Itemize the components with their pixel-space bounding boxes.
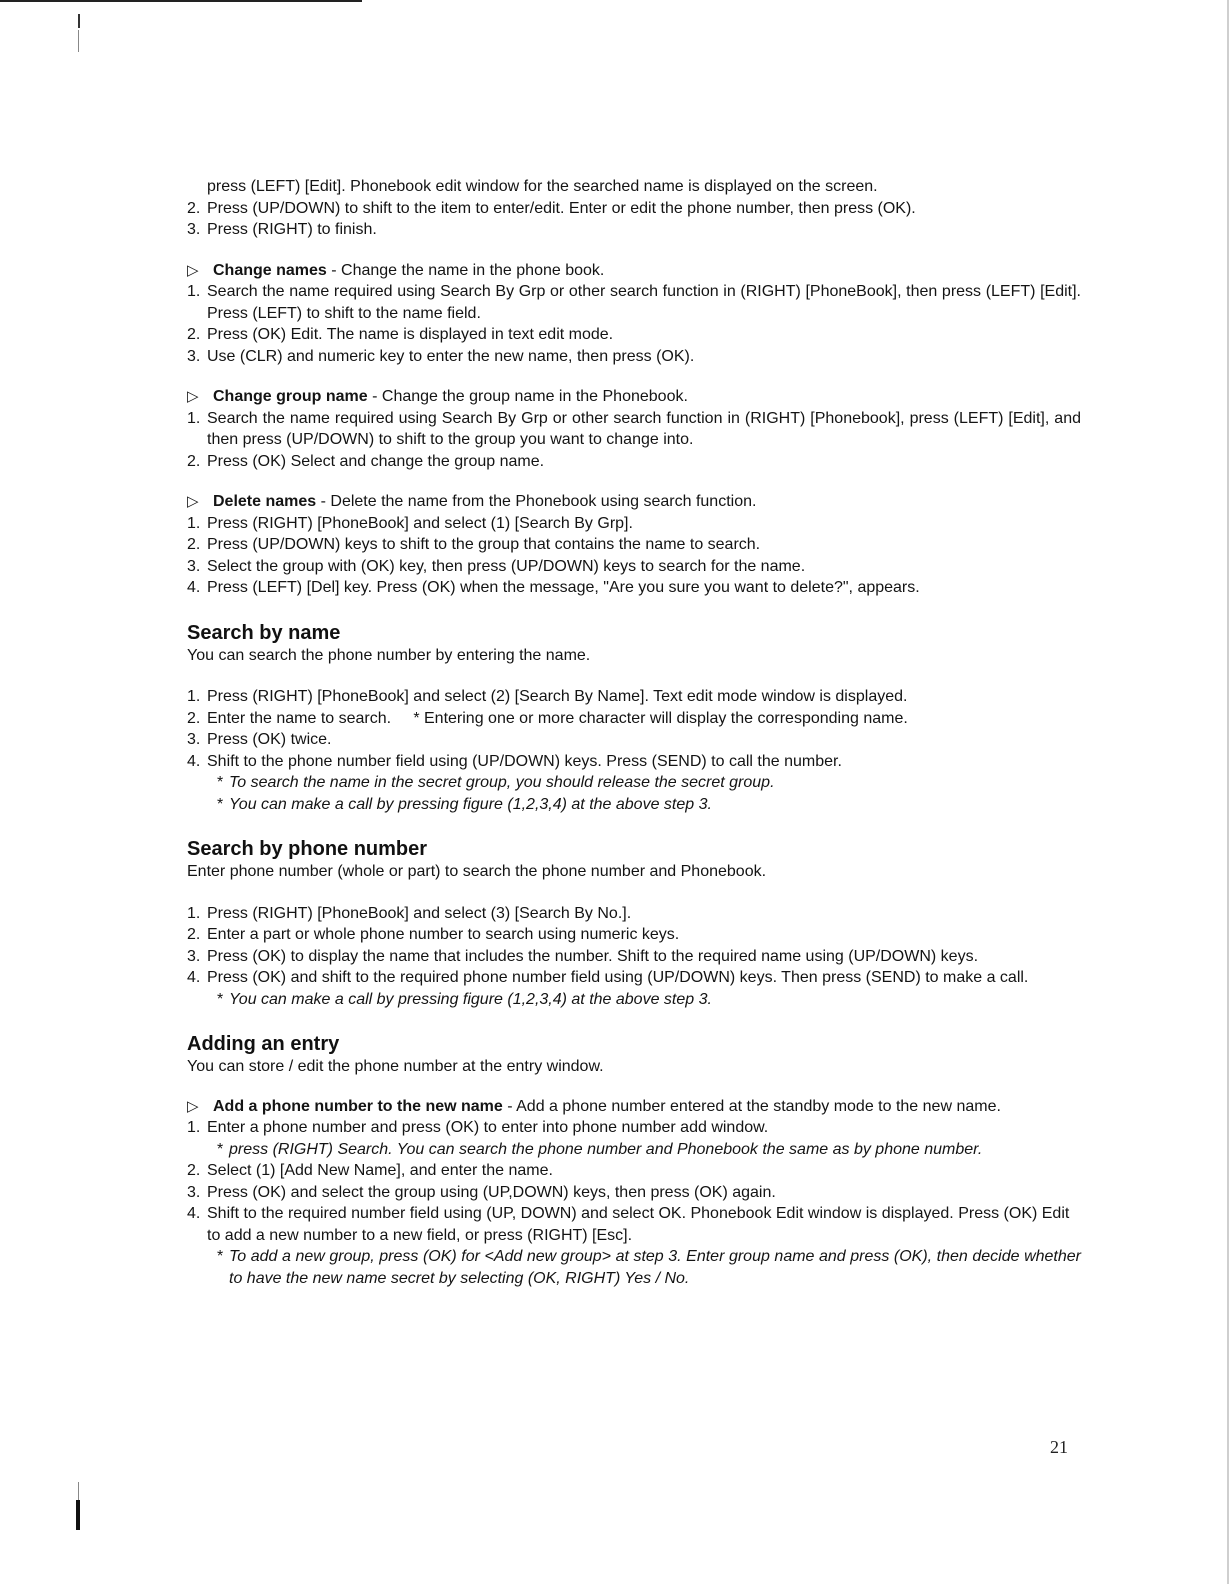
- step-text: Enter the name to search. * Entering one or more character will display the corresponding name.: [207, 709, 908, 727]
- list-item: [187, 1117, 1081, 1160]
- step-number: 3.: [187, 731, 201, 748]
- triangle-bullet-icon: ▷: [187, 1097, 199, 1115]
- step-number: 1.: [187, 1119, 201, 1136]
- list-item: [187, 903, 1081, 925]
- note-text: You can make a call by pressing figure (1,2,3,4) at the above step 3.: [229, 795, 712, 813]
- step-text: Enter a part or whole phone number to search using numeric keys.: [207, 926, 680, 943]
- scan-artifact: [78, 1482, 79, 1500]
- page-number: 21: [1050, 1437, 1068, 1457]
- subsection-change-group: [187, 386, 1081, 408]
- step-number: 4.: [187, 579, 201, 596]
- change-group-steps: [187, 408, 1081, 473]
- step-text: Shift to the required number field using (UP, DOWN) and select OK. Phonebook Edit window is displayed. Press (OK) Edit to add a new number to a new field, or press (RIGHT) [Esc].: [207, 1205, 1070, 1244]
- note-text: To search the name in the secret group, you should release the secret group.: [229, 774, 775, 791]
- step-number: 3.: [187, 947, 201, 965]
- list-item: [187, 729, 1081, 751]
- list-item: [187, 346, 1081, 368]
- list-item: [187, 686, 1081, 708]
- adding-entry-steps: [187, 1117, 1081, 1289]
- section-heading-search-by-phone: Search by phone number: [187, 838, 428, 860]
- step-text: Use (CLR) and numeric key to enter the new name, then press (OK).: [207, 347, 695, 365]
- list-item: [187, 513, 1081, 535]
- step-text: Press (OK) to display the name that includes the number. Shift to the required name using (UP/DOWN) keys.: [207, 947, 979, 965]
- step-text: Press (RIGHT) [PhoneBook] and select (1) [Search By Grp].: [207, 514, 633, 532]
- triangle-bullet-icon: ▷: [187, 388, 199, 405]
- scan-artifact: [78, 14, 80, 28]
- list-item: [187, 967, 1081, 989]
- subsection-desc: - Delete the name from the Phonebook using search function.: [316, 493, 757, 510]
- step-number: 2.: [187, 926, 201, 943]
- list-item: [187, 708, 1081, 730]
- subsection-desc: - Change the group name in the Phonebook.: [367, 388, 688, 405]
- list-item: [187, 751, 1081, 773]
- section-intro: Enter phone number (whole or part) to search the phone number and Phonebook.: [187, 863, 767, 880]
- change-names-steps: [187, 281, 1081, 367]
- step-text: Press (OK) and shift to the required phone number field using (UP/DOWN) keys. Then press (SEND) to make a call.: [207, 969, 1029, 986]
- scan-artifact: [78, 30, 79, 52]
- note-text: To add a new group, press (OK) for <Add new group> at step 3. Enter group name and press (OK), then decide whether to have the new name secret by selecting (OK, RIGHT) Yes / No.: [229, 1248, 1081, 1287]
- list-item: [187, 219, 1081, 241]
- step-text: Press (OK) and select the group using (UP,DOWN) keys, then press (OK) again.: [207, 1183, 776, 1201]
- list-item: [187, 198, 1081, 220]
- page-content: [187, 176, 1081, 1289]
- list-item: [187, 577, 1081, 599]
- step-text: Press (OK) Edit. The name is displayed in text edit mode.: [207, 326, 614, 343]
- list-item: [187, 324, 1081, 346]
- continued-text: press (LEFT) [Edit]. Phonebook edit window for the searched name is displayed on the screen.: [207, 178, 878, 195]
- section-heading-adding-entry: Adding an entry: [187, 1033, 340, 1055]
- step-number: 4.: [187, 969, 201, 986]
- subsection-title: Add a phone number to the new name: [213, 1097, 503, 1115]
- step-text: Search the name required using Search By Grp or other search function in (RIGHT) [PhoneBook], then press (LEFT) [Edit]. Press (LEFT) to shift to the name field.: [207, 283, 1081, 322]
- subsection-title: Delete names: [213, 493, 317, 510]
- subsection-add-number: [187, 1096, 1081, 1118]
- list-item: [187, 1203, 1081, 1289]
- note: * To add a new group, press (OK) for <Add new group> at step 3. Enter group name and press (OK), then decide whether to have the new name secret by selecting (OK, RIGHT) Yes / No.: [207, 1246, 1081, 1289]
- step-text: Select the group with (OK) key, then press (UP/DOWN) keys to search for the name.: [207, 557, 806, 575]
- note: * press (RIGHT) Search. You can search the phone number and Phonebook the same as by phone number.: [207, 1139, 1081, 1161]
- triangle-bullet-icon: ▷: [187, 261, 199, 279]
- step-text: Shift to the phone number field using (UP/DOWN) keys. Press (SEND) to call the number.: [207, 752, 842, 770]
- step-number: 2.: [187, 709, 201, 727]
- subsection-title: Change group name: [213, 388, 368, 405]
- step-number: 2.: [187, 1162, 201, 1179]
- triangle-bullet-icon: ▷: [187, 493, 199, 510]
- step-text: Press (LEFT) [Del] key. Press (OK) when the message, "Are you sure you want to delete?", appears.: [207, 579, 920, 596]
- step-number: 1.: [187, 904, 201, 922]
- step-number: 1.: [187, 688, 201, 705]
- step-text: Press (RIGHT) [PhoneBook] and select (2) [Search By Name]. Text edit mode window is displayed.: [207, 688, 908, 705]
- list-item: [187, 408, 1081, 451]
- step-number: 3.: [187, 347, 201, 365]
- section-heading-search-by-name: Search by name: [187, 621, 341, 644]
- search-by-name-steps: [187, 686, 1081, 772]
- step-text: Press (UP/DOWN) keys to shift to the group that contains the name to search.: [207, 536, 761, 553]
- list-item: [187, 281, 1081, 324]
- subsection-title: Change names: [213, 261, 327, 279]
- step-text: Press (OK) twice.: [207, 731, 332, 748]
- step-text: Press (RIGHT) to finish.: [207, 221, 377, 238]
- step-number: 2.: [187, 326, 201, 343]
- step-number: 4.: [187, 752, 201, 770]
- list-item: [187, 924, 1081, 946]
- note: * You can make a call by pressing figure (1,2,3,4) at the above step 3.: [187, 989, 1081, 1011]
- list-item: [187, 556, 1081, 578]
- step-number: 2.: [187, 199, 201, 217]
- subsection-desc: - Change the name in the phone book.: [326, 261, 605, 279]
- note-text: press (RIGHT) Search. You can search the phone number and Phonebook the same as by phone number.: [229, 1140, 983, 1158]
- step-text: Enter a phone number and press (OK) to enter into phone number add window.: [207, 1119, 769, 1136]
- step-text: Press (OK) Select and change the group name.: [207, 452, 545, 470]
- list-item: [187, 946, 1081, 968]
- note: * To search the name in the secret group, you should release the secret group.: [187, 772, 1081, 794]
- step-text: Press (UP/DOWN) to shift to the item to enter/edit. Enter or edit the phone number, then press (OK).: [207, 199, 916, 217]
- list-item: [187, 451, 1081, 473]
- delete-names-steps: [187, 513, 1081, 599]
- search-by-phone-steps: [187, 903, 1081, 989]
- step-number: 3.: [187, 1183, 201, 1201]
- step-number: 3.: [187, 221, 201, 238]
- step-number: 1.: [187, 283, 201, 300]
- subsection-delete-names: [187, 491, 1081, 513]
- continued-steps: [187, 198, 1081, 241]
- section-intro: You can search the phone number by entering the name.: [187, 646, 591, 664]
- step-number: 1.: [187, 409, 201, 427]
- step-number: 2.: [187, 536, 201, 553]
- scan-artifact: [76, 1500, 80, 1530]
- subsection-change-names: [187, 260, 1081, 282]
- step-text: Select (1) [Add New Name], and enter the name.: [207, 1162, 553, 1179]
- step-text: Press (RIGHT) [PhoneBook] and select (3) [Search By No.].: [207, 904, 632, 922]
- list-item: [187, 1182, 1081, 1204]
- subsection-desc: - Add a phone number entered at the standby mode to the new name.: [502, 1097, 1001, 1115]
- note-text: You can make a call by pressing figure (1,2,3,4) at the above step 3.: [229, 990, 712, 1008]
- step-number: 4.: [187, 1205, 201, 1222]
- list-item: [187, 534, 1081, 556]
- scan-top-edge: [0, 0, 362, 2]
- section-intro: You can store / edit the phone number at the entry window.: [187, 1058, 604, 1075]
- note: * You can make a call by pressing figure (1,2,3,4) at the above step 3.: [187, 794, 1081, 816]
- step-number: 2.: [187, 452, 201, 470]
- step-text: Search the name required using Search By Grp or other search function in (RIGHT) [Phonebook], press (LEFT) [Edit], and then press (UP/DOWN) to shift to the group you want to change into.: [207, 409, 1081, 448]
- step-number: 1.: [187, 514, 201, 532]
- list-item: [187, 1160, 1081, 1182]
- step-number: 3.: [187, 557, 201, 575]
